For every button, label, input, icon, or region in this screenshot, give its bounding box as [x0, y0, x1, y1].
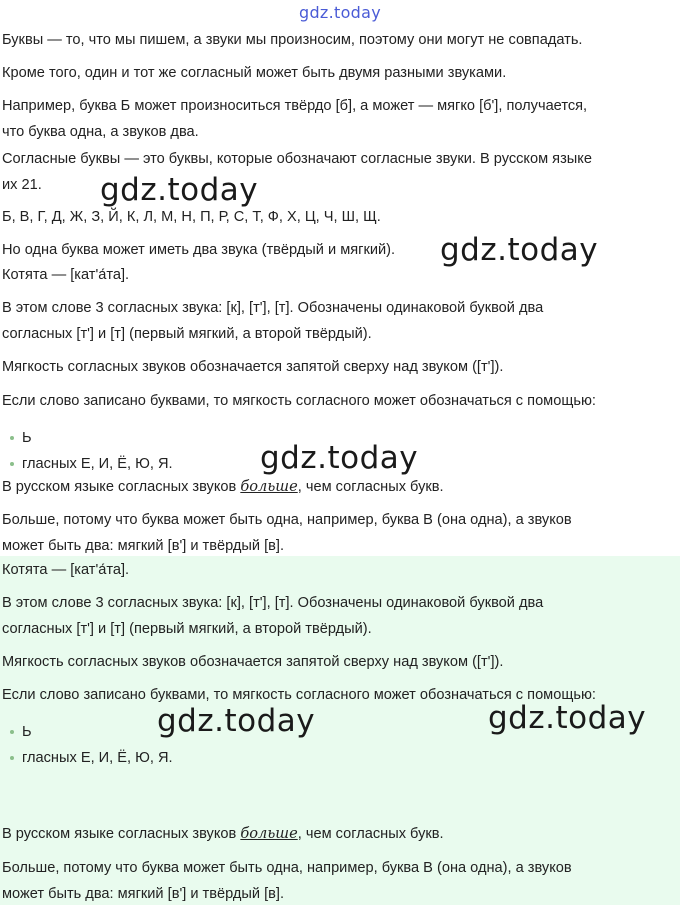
watermark: gdz.today [488, 700, 647, 736]
bullet-dot-icon [10, 436, 14, 440]
paragraph: Если слово записано буквами, то мягкость согласного может обозначаться с помощью: [2, 393, 596, 409]
paragraph: Кроме того, один и тот же согласный может быть двумя разными звуками. [2, 65, 507, 81]
site-logo[interactable]: gdz.today [299, 3, 381, 22]
paragraph: может быть два: мягкий [в'] и твёрдый [в]. [2, 886, 285, 902]
example-word: Котята — [кат'а́та]. [2, 267, 130, 283]
watermark: gdz.today [100, 172, 259, 208]
paragraph: В этом слове 3 согласных звука: [к], [т'], [т]. Обозначены одинаковой буквой два [2, 595, 544, 611]
paragraph: Мягкость согласных звуков обозначается запятой сверху над звуком ([т']). [2, 654, 504, 670]
paragraph: что буква одна, а звуков два. [2, 124, 199, 140]
paragraph: Но одна буква может иметь два звука (твёрдый и мягкий). [2, 242, 396, 258]
paragraph: Если слово записано буквами, то мягкость согласного может обозначаться с помощью: [2, 687, 596, 703]
paragraph: может быть два: мягкий [в'] и твёрдый [в]. [2, 538, 285, 554]
list-item [10, 745, 173, 771]
paragraph: В русском языке согласных звуков больше, чем согласных букв. [2, 478, 444, 495]
paragraph: В русском языке согласных звуков больше, чем согласных букв. [2, 825, 444, 842]
list-item-text: Ь [22, 430, 32, 446]
paragraph: Согласные буквы — это буквы, которые обозначают согласные звуки. В русском языке [2, 151, 592, 167]
handwritten-word: больше [240, 825, 298, 842]
example-word: Котята — [кат'а́та]. [2, 562, 130, 578]
watermark: gdz.today [260, 440, 419, 476]
list-item-text: гласных Е, И, Ё, Ю, Я. [22, 750, 173, 766]
consonant-letters-list: Б, В, Г, Д, Ж, З, Й, К, Л, М, Н, П, Р, С, Т, Ф, Х, Ц, Ч, Ш, Щ. [2, 209, 381, 225]
watermark: gdz.today [157, 703, 316, 739]
paragraph: согласных [т'] и [т] (первый мягкий, а второй твёрдый). [2, 621, 372, 637]
list-item-text: гласных Е, И, Ё, Ю, Я. [22, 456, 173, 472]
list-item [10, 425, 32, 451]
handwritten-word: больше [240, 478, 298, 495]
paragraph: Больше, потому что буква может быть одна, например, буква В (она одна), а звуков [2, 860, 572, 876]
paragraph: согласных [т'] и [т] (первый мягкий, а второй твёрдый). [2, 326, 372, 342]
bullet-dot-icon [10, 756, 14, 760]
paragraph: Больше, потому что буква может быть одна, например, буква В (она одна), а звуков [2, 512, 572, 528]
bullet-dot-icon [10, 730, 14, 734]
watermark: gdz.today [440, 232, 599, 268]
list-item-text: Ь [22, 724, 32, 740]
bullet-dot-icon [10, 462, 14, 466]
paragraph: Буквы — то, что мы пишем, а звуки мы произносим, поэтому они могут не совпадать. [2, 32, 583, 48]
list-item [10, 719, 32, 745]
paragraph: В этом слове 3 согласных звука: [к], [т'], [т]. Обозначены одинаковой буквой два [2, 300, 544, 316]
paragraph: их 21. [2, 177, 42, 193]
paragraph: Например, буква Б может произноситься твёрдо [б], а может — мягко [б'], получается, [2, 98, 588, 114]
paragraph: Мягкость согласных звуков обозначается запятой сверху над звуком ([т']). [2, 359, 504, 375]
